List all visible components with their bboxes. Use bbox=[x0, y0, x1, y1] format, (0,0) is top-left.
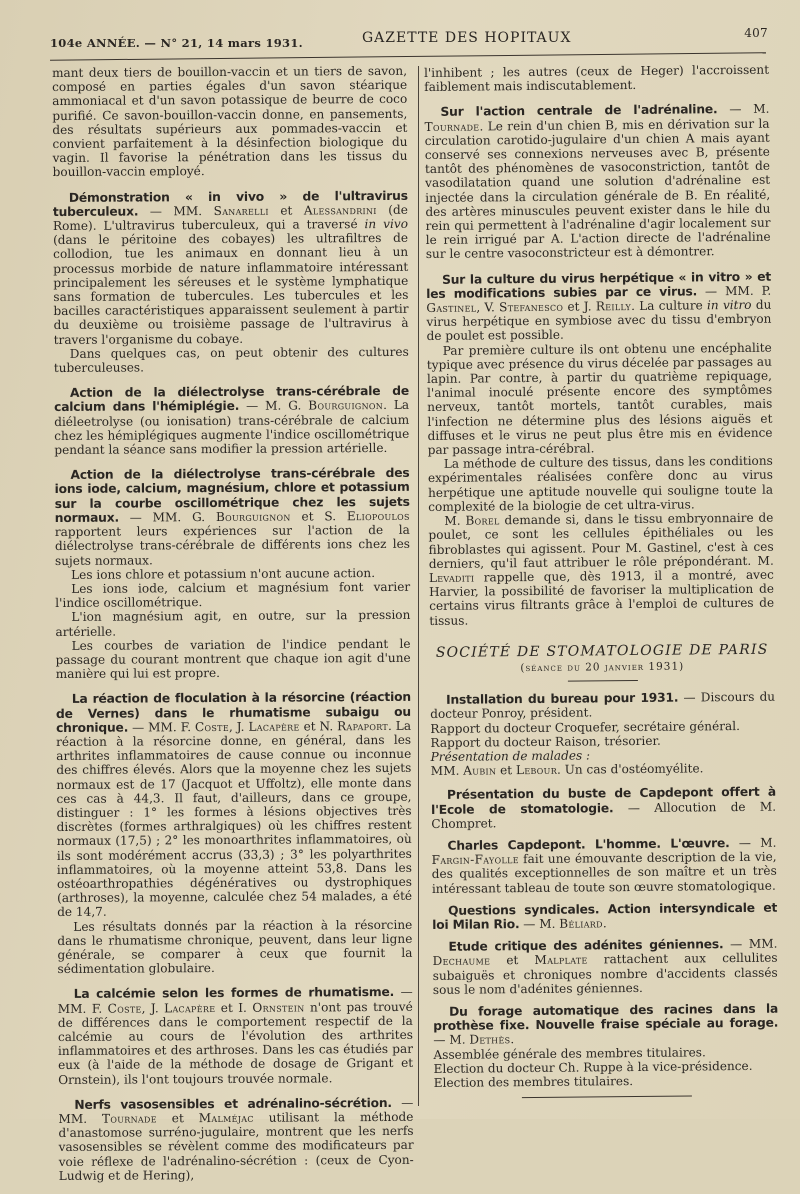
entry-title: Du forage automatique des racines dans la prothèse fixe. Nouvelle fraise spéciale au forage. bbox=[433, 1001, 779, 1034]
paragraph: Les courbes de variation de l'indice pendant le passage du courant montrent que chaque ion agit d'une manière qui lui est propre. bbox=[55, 636, 411, 682]
author-name: Bourguignon bbox=[308, 398, 384, 413]
page-header bbox=[50, 26, 768, 50]
entry-title: Démonstration « in vivo » de l'ultravirus tuberculeux. bbox=[52, 188, 408, 219]
session-date: (séance du 20 janvier 1931) bbox=[520, 660, 685, 675]
author-name: Coste bbox=[194, 719, 229, 734]
author-name: Aubin bbox=[463, 763, 497, 778]
author-name: Stefanesco bbox=[499, 299, 564, 315]
author-name: Ornstein bbox=[252, 1000, 305, 1015]
entry-title: Sur l'action centrale de l'adrénaline. bbox=[440, 102, 718, 120]
paragraph: La calcémie selon les formes de rhumatisme. — MM. F. Coste, J. Lacapère et I. Ornstein n'ont pas trouvé de différences dans le comportement respectif de la calcémie au cours de l'évolution des arthrites inflammatoires et des arthroses. Dans les cas étudiés par eux (à l'aide de la méthode de dosage de Grigant et Ornstein), ils l'ont toujours trouvée normale. bbox=[57, 985, 414, 1087]
entry-title: Présentation du buste de Capdepont offert à l'Ecole de stomatologie. bbox=[431, 784, 777, 817]
paragraph: Par première culture ils ont obtenu une encéphalite typique avec présence du virus décelée par passages au lapin. Par contre, à partir du quatrième repiquage, l'animal inoculé présente encore des symptômes nerveux, tantôt mortels, tantôt curables, mais l'infection ne détermine plus des lésions aiguës et diffuses et le virus ne peut plus être mis en évidence par passage intra-cérébral. bbox=[426, 340, 773, 458]
author-name: Levaditi bbox=[428, 570, 475, 585]
header-rule bbox=[50, 52, 766, 60]
entry-buste-capdepont bbox=[431, 785, 776, 831]
entry-dielectrolyse-ions bbox=[54, 466, 410, 681]
paragraph: La méthode de culture des tissus, dans les conditions expérimentales réalisées confère donc au virus herpétique une aptitude nouvelle qui souligne toute la complexité de la biologie de cet ultra-virus. bbox=[427, 453, 774, 514]
entry-dielectrolyse-calcium bbox=[54, 384, 409, 457]
entry-title: Etude critique des adénites géniennes. bbox=[448, 937, 724, 954]
author-name: Rapaport bbox=[337, 718, 389, 734]
entry-nerfs-vasosensibles bbox=[58, 1096, 414, 1183]
author-name: Lebour bbox=[515, 762, 558, 778]
paragraph: Charles Capdepont. L'homme. L'œuvre. — M. Fargin-Fayolle fait une émouvante description de la vie, des qualités exceptionnelles de son maître et un très intéressant tableau de toute son œuvre stomatologique. bbox=[431, 835, 777, 896]
entry-title: La calcémie selon les formes de rhumatisme. bbox=[73, 985, 395, 1002]
entry-charles-capdepont bbox=[431, 836, 777, 896]
entry-adenites bbox=[432, 937, 778, 997]
left-column bbox=[52, 64, 414, 1194]
section-rule bbox=[567, 680, 637, 682]
author-name: Tournade bbox=[101, 1111, 157, 1126]
author-name: Lacapère bbox=[248, 719, 300, 734]
entry-calcemie bbox=[58, 985, 414, 1087]
issue-line: 104e ANNÉE. — N° 21, 14 mars 1931. bbox=[50, 36, 303, 50]
paragraph: mant deux tiers de bouillon-vaccin et un tiers de savon, composé en parties égales d'un savon stéarique ammoniacal et d'un savon potassique de beurre de coco purifié. Ce savon-bouillon-vaccin donne, en pansements, des résultats supérieurs aux pommades-vaccin et convient parfaitement à la désinfection biologique du vagin. Il favorise la pénétration dans les tissus du bouillon-vaccin employé. bbox=[52, 63, 408, 180]
right-column bbox=[424, 63, 779, 1099]
entry-title: Action de la diélectrolyse trans-cérébrale de calcium dans l'hémiplégie. bbox=[54, 384, 410, 415]
author-name: Gastinel bbox=[426, 300, 477, 316]
entry-savon-vaccin bbox=[52, 64, 408, 180]
entry-title: Nerfs vasosensibles et adrénalino-sécrétion. bbox=[74, 1095, 392, 1112]
author-name: Malplate bbox=[534, 952, 588, 968]
author-name: Eliopoulos bbox=[346, 508, 410, 524]
author-name: Fargin-Fayolle bbox=[431, 852, 519, 868]
author-name: Dechaume bbox=[432, 953, 491, 969]
paragraph: l'inhibent ; les autres (ceux de Heger) l'accroissent faiblement mais indiscutablement. bbox=[424, 62, 770, 95]
paragraph: Démonstration « in vivo » de l'ultravirus tuberculeux. — MM. Sanarelli et Alessandrini (de Rome). L'ultravirus tuberculeux, qui a traversé in vivo (dans le péritoine des cobayes) les ultrafiltres de collodion, tue les animaux en donnant lieu à un processus morbide de nature inflammatoire intéressant principalement les séreuses et le système lymphatique sans formation de tubercules. Les tubercules et les bacilles caractéristiques apparaissent seulement à partir du deuxième ou troisième passage de l'ultravirus à travers l'organisme du cobaye. bbox=[52, 188, 409, 347]
paragraph: Etude critique des adénites géniennes. — MM. Dechaume et Malplate rattachent aux cellulites subaiguës et chroniques nombre d'accidents classés sous le nom d'adénites géniennes. bbox=[432, 936, 778, 997]
paragraph: Dans quelques cas, on peut obtenir des cultures tuberculeuses. bbox=[53, 344, 409, 376]
paragraph: Installation du bureau pour 1931. — Discours du docteur Ponroy, président. bbox=[430, 689, 776, 722]
paragraph: Les ions chlore et potassium n'ont aucune action. bbox=[71, 565, 376, 582]
entry-forage bbox=[433, 1002, 779, 1091]
entry-floculation bbox=[56, 690, 413, 976]
author-name: Alessandrini bbox=[303, 202, 377, 218]
paragraph: Action de la diélectrolyse trans-cérébrale des ions iode, calcium, magnésium, chlore et potassium sur la courbe oscillométrique chez les sujets normaux. — MM. G. Bourguignon et S. Eliopoulos rapportent leurs expériences sur l'action de la diélectrolyse trans-cérébrale de différents ions chez les sujets normaux. bbox=[54, 466, 410, 568]
paragraph: Rapport du docteur Raison, trésorier. bbox=[430, 733, 661, 750]
author-name: Bourguignon bbox=[215, 509, 291, 524]
paragraph: Les résultats donnés par la réaction à la résorcine dans le rhumatisme chronique, peuvent, dans leur ligne générale, se comparer à ceux que fournit la sédimentation globulaire. bbox=[57, 917, 413, 977]
paragraph: L'ion magnésium agit, en outre, sur la pression artérielle. bbox=[55, 608, 411, 639]
paragraph: Rapport du docteur Croquefer, secrétaire général. bbox=[430, 718, 740, 736]
entry-title: Sur la culture du virus herpétique « in vitro » et les modifications subies par ce virus. bbox=[426, 269, 772, 301]
column-divider bbox=[418, 66, 419, 1106]
author-name: Borel bbox=[465, 513, 500, 528]
entry-bureau bbox=[430, 690, 776, 779]
society-heading: SOCIÉTÉ DE STOMATOLOGIE DE PARIS bbox=[435, 641, 769, 661]
entry-title: Installation du bureau pour 1931. bbox=[446, 690, 679, 707]
paragraph: Assemblée générale des membres titulaires. bbox=[433, 1044, 706, 1062]
author-name: Lacapère bbox=[164, 1000, 216, 1015]
author-name: Malméjac bbox=[198, 1110, 254, 1126]
paragraph: Sur l'action centrale de l'adrénaline. — M. Tournade. Le rein d'un chien B, mis en dérivation sur la circulation carotido-jugulaire d'un chien A mais ayant conservé ses connexions nerveuses avec B, présente tantôt des phénomènes de vasoconstriction, tantôt de vasodilatation quand une solution d'adrénaline est injectée dans la circulation générale de B. En réalité, des artères minuscules peuvent exister dans le hile du rein qui permettent à l'adrénaline d'agir localement sur le rein irrigué par A. L'action directe de l'adrénaline sur le centre vasoconstricteur est à démontrer. bbox=[424, 102, 771, 262]
author-name: Dethès bbox=[469, 1032, 511, 1047]
author-name: Béliard bbox=[559, 916, 603, 931]
paragraph: Nerfs vasosensibles et adrénalino-sécrétion. — MM. Tournade et Malméjac utilisant la méthode d'anastomose surréno-jugulaire, montrent que les nerfs vasosensibles se révèlent comme des modificateurs par voie réflexe de l'adrénalino-sécrétion : (ceux de Cyon-Ludwig et de Hering), bbox=[58, 1095, 414, 1183]
paragraph: La réaction de floculation à la résorcine (réaction de Vernes) dans le rhumatisme subaigu ou chronique. — MM. F. Coste, J. Lacapère et N. Rapaport. La réaction à la résorcine donne, en général, dans les arthrites inflammatoires de cause connue ou inconnue des chiffres élevés. Alors que la moyenne chez les sujets normaux est de 17 (Jacquot et Uffoltz), elle monte dans ces cas à 44,3. Il faut, d'ailleurs, dans ce groupe, distinguer : 1° les formes à lésions objectives très discrètes (formes arthralgiques) où les chiffres restent normaux (17,5) ; 2° les monoarthrites inflammatoires, où ils sont modérément accrus (33,3) ; 3° les polyarthrites inflammatoires, où la moyenne atteint 53,8. Dans les ostéoarthropathies dégénératives ou dystrophiques (arthroses), la moyenne, calculée chez 54 malades, a été de 14,7. bbox=[55, 690, 413, 920]
entry-continuation bbox=[424, 63, 769, 95]
entry-questions-syndicales bbox=[432, 900, 777, 932]
author-name: Coste bbox=[107, 1001, 142, 1016]
paragraph: Election des membres titulaires. bbox=[433, 1074, 634, 1090]
paragraph: Les ions iode, calcium et magnésium font varier l'indice oscillométrique. bbox=[55, 579, 411, 611]
paragraph: M. Borel demande si, dans le tissu embryonnaire de poulet, ce sont les cellules épithéliales ou les fibroblastes qui agissent. Pour M. Gastinel, c'est à ces derniers, qu'il faut attribuer le rôle prépondérant. M. Levaditi rappelle que, dès 1913, il a montré, avec Harvier, la possibilité de favoriser la multiplication de certains virus filtrants grâce à l'emploi de cultures de tissus. bbox=[428, 510, 775, 628]
paragraph: Présentation du buste de Capdepont offert à l'Ecole de stomatologie. — Allocution de M. Chompret. bbox=[431, 784, 777, 831]
author-name: Sanarelli bbox=[213, 203, 269, 218]
paragraph: Action de la diélectrolyse trans-cérébrale de calcium dans l'hémiplégie. — M. G. Bourguignon. La diéleetrolyse (ou ionisation) trans-cérébrale de calcium chez les hémiplégiques augmente l'indice oscillométrique pendant la séance sans modifier la pression artérielle. bbox=[54, 384, 410, 458]
entry-title: Questions syndicales. Action intersyndicale et loi Milan Rio. bbox=[432, 900, 778, 932]
entry-virus-herpetique bbox=[426, 269, 774, 627]
journal-title: GAZETTE DES HOPITAUX bbox=[362, 30, 572, 46]
paragraph: Sur la culture du virus herpétique « in vitro » et les modifications subies par ce virus. — MM. P. Gastinel, V. Stefanesco et J. Reilly. La culture in vitro du virus herpétique en symbiose avec du tissu d'embryon de poulet est possible. bbox=[426, 269, 772, 344]
author-name: Tournade bbox=[424, 119, 480, 134]
entry-title: La réaction de floculation à la résorcine (réaction de Vernes) dans le rhumatisme subaigu ou chronique. bbox=[55, 690, 411, 735]
entry-adrenaline bbox=[424, 102, 770, 262]
paragraph: MM. Aubin et Lebour. Un cas d'ostéomyélite. bbox=[430, 761, 704, 779]
paragraph: Election du docteur Ch. Ruppe à la vice-présidence. bbox=[433, 1058, 753, 1076]
author-name: Reilly bbox=[595, 299, 632, 314]
presentation-label: Présentation de malades : bbox=[430, 748, 591, 764]
page-number: 407 bbox=[744, 26, 768, 40]
paragraph: Du forage automatique des racines dans la prothèse fixe. Nouvelle fraise spéciale au forage. — M. Dethès. bbox=[433, 1001, 779, 1048]
entry-ultravirus bbox=[53, 188, 409, 375]
entry-title: Charles Capdepont. L'homme. L'œuvre. bbox=[447, 836, 730, 853]
paragraph: Questions syndicales. Action intersyndicale et loi Milan Rio. — M. Béliard. bbox=[432, 900, 778, 932]
entry-title: Action de la diélectrolyse trans-cérébrale des ions iode, calcium, magnésium, chlore et potassium sur la courbe oscillométrique chez les sujets normaux. bbox=[54, 466, 410, 525]
section-end-rule bbox=[521, 1096, 691, 1099]
